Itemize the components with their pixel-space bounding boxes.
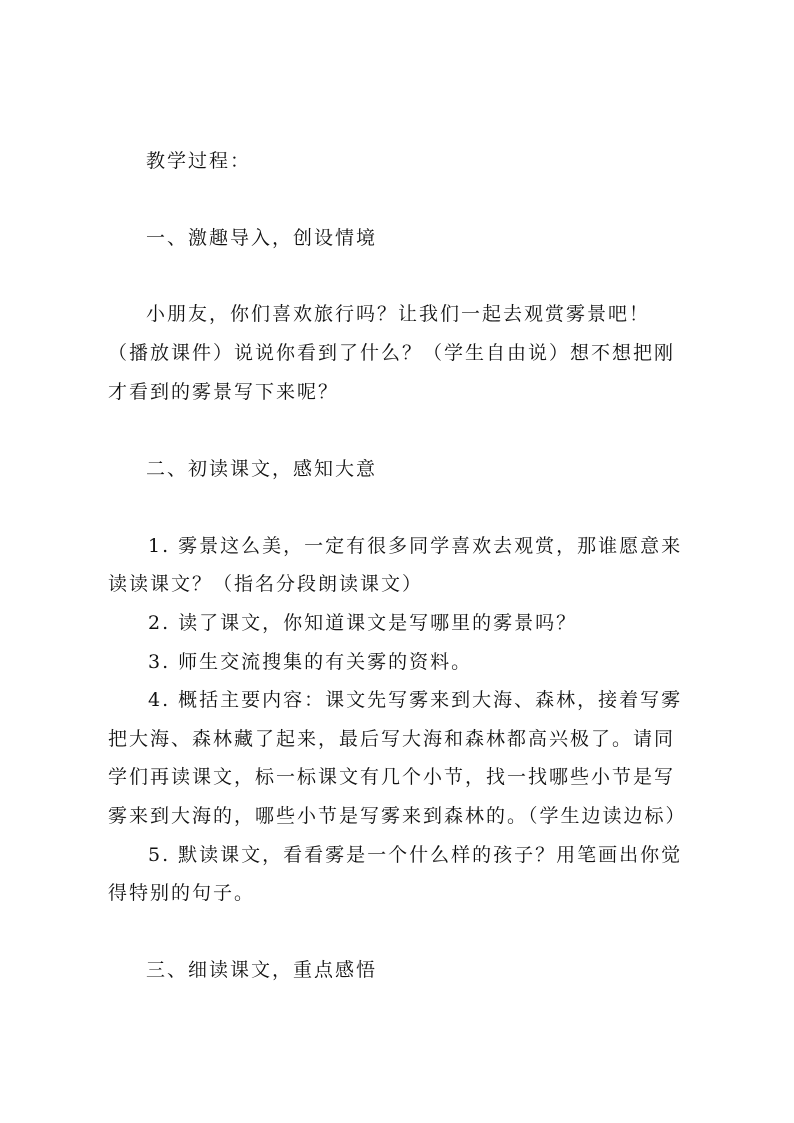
section-1-paragraph-line-2: （播放课件）说说你看到了什么？（学生自由说）想不想把刚 (108, 342, 676, 364)
section-1-paragraph-line-1: 小朋友，你们喜欢旅行吗？让我们一起去观赏雾景吧！ (146, 303, 651, 325)
section-2-item-1-line-2: 读读课文？（指名分段朗读课文） (108, 573, 424, 595)
section-2-item-4-line-1: 4. 概括主要内容：课文先写雾来到大海、森林，接着写雾 (148, 689, 683, 711)
section-2-item-5-line-2: 得特别的句子。 (108, 882, 256, 904)
section-1-title: 一、激趣导入，创设情境 (146, 227, 378, 249)
section-2-item-4-line-4: 雾来到大海的，哪些小节是写雾来到森林的。（学生边读边标） (108, 805, 687, 827)
section-3-title: 三、细读课文，重点感悟 (146, 959, 378, 981)
section-2-item-4-line-3: 学们再读课文，标一标课文有几个小节，找一找哪些小节是写 (108, 766, 676, 788)
section-2-item-2: 2. 读了课文，你知道课文是写哪里的雾景吗？ (148, 612, 578, 634)
section-2-item-4-line-2: 把大海、森林藏了起来，最后写大海和森林都高兴极了。请同 (108, 728, 676, 750)
section-2-item-5-line-1: 5. 默读课文，看看雾是一个什么样的孩子？用笔画出你觉 (148, 844, 683, 866)
section-2-title: 二、初读课文，感知大意 (146, 458, 378, 480)
section-2-item-3: 3. 师生交流搜集的有关雾的资料。 (148, 651, 473, 673)
heading-teaching-process: 教学过程： (146, 150, 252, 172)
section-1-paragraph-line-3: 才看到的雾景写下来呢？ (108, 381, 340, 403)
section-2-item-1-line-1: 1. 雾景这么美，一定有很多同学喜欢去观赏，那谁愿意来 (148, 535, 683, 557)
